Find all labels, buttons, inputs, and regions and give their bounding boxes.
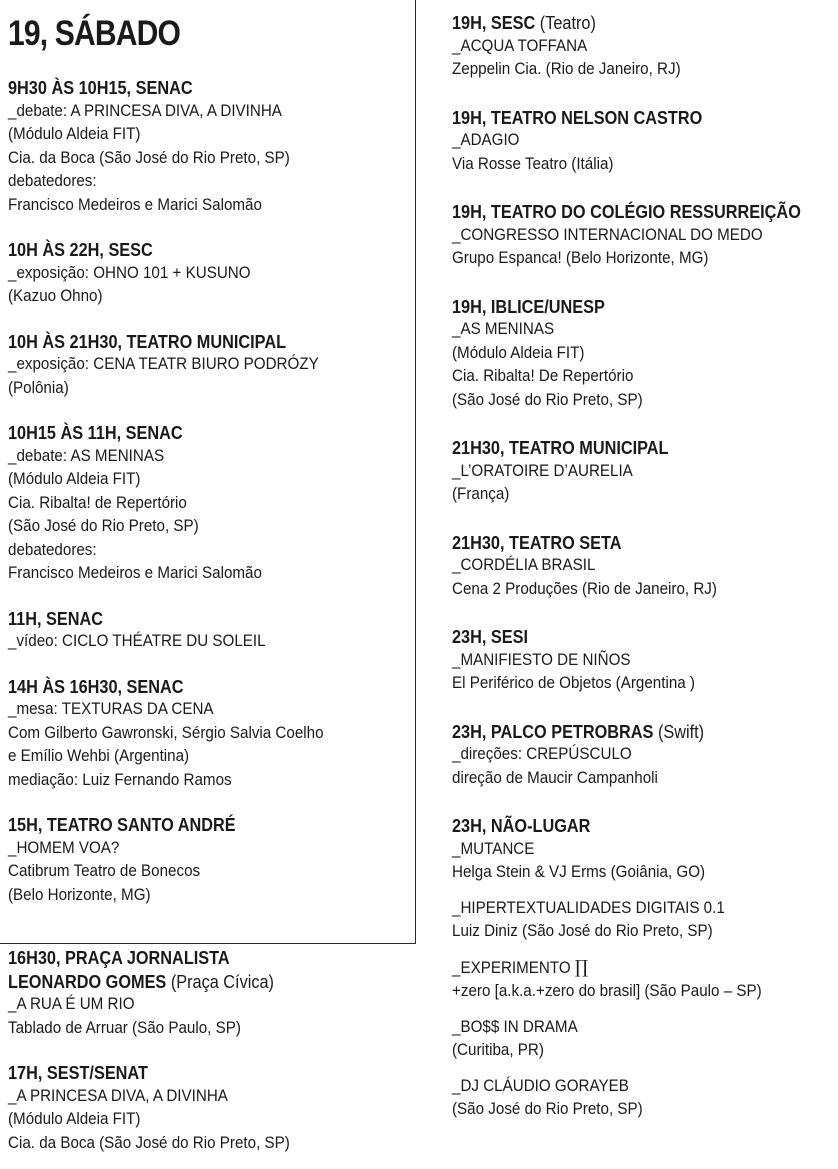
event-detail-line: _debate: AS MENINAS <box>8 446 165 465</box>
event-heading-text: 15H, TEATRO SANTO ANDRÉ <box>8 814 236 835</box>
item-title-text: _BO$$ IN DRAMA <box>452 1017 578 1036</box>
event-heading-text: 19H, TEATRO NELSON CASTRO <box>452 106 703 128</box>
event-heading-note: (Teatro) <box>535 12 596 33</box>
event-detail-line: +zero [a.k.a.+zero do brasil] (São Paulo – SP) <box>452 982 762 1000</box>
event-detail-line: mediação: Luiz Fernando Ramos <box>8 770 232 789</box>
right-column <box>452 0 838 1122</box>
event-time-venue <box>8 1061 378 1085</box>
event-detail-line: Cia. da Boca (São José do Rio Preto, SP) <box>8 148 290 167</box>
event-time-venue <box>8 813 360 837</box>
nao-lugar-item <box>452 897 838 944</box>
event-detail-line: (São José do Rio Preto, SP) <box>8 517 199 535</box>
event-heading-text: 17H, SEST/SENAT <box>8 1062 148 1083</box>
event-entry <box>452 11 838 82</box>
event-detail-line: _exposição: CENA TEATR BIURO PODRÓZY <box>8 355 319 373</box>
event-entry <box>452 295 838 413</box>
event-entry <box>8 607 408 654</box>
left-bottom-column <box>8 946 428 1155</box>
event-time-venue <box>8 607 360 631</box>
event-entry <box>452 814 838 885</box>
event-entry <box>452 436 838 507</box>
day-title: 19, SÁBADO <box>8 14 181 53</box>
event-entry <box>452 720 838 791</box>
event-detail-line: Helga Stein & VJ Erms (Goiânia, GO) <box>452 863 706 881</box>
event-heading-text: 11H, SENAC <box>8 607 104 629</box>
event-heading-text: LEONARDO GOMES <box>8 970 167 992</box>
event-detail-line: Cia. da Boca (São José do Rio Preto, SP) <box>8 1133 290 1152</box>
event-time-venue <box>452 531 792 555</box>
event-detail-line: _MUTANCE <box>452 839 535 858</box>
event-time-venue <box>8 238 360 262</box>
event-heading-text: 23H, SESI <box>452 626 529 647</box>
event-detail-line: debatedores: <box>8 172 97 190</box>
event-detail-line: _A RUA É UM RIO <box>8 995 135 1013</box>
item-title-text: _HIPERTEXTUALIDADES DIGITAIS 0.1 <box>452 898 725 917</box>
event-detail-line: Luiz Diniz (São José do Rio Preto, SP) <box>452 922 713 940</box>
event-heading-text: 21H30, TEATRO SETA <box>452 531 622 553</box>
event-detail-line: (Belo Horizonte, MG) <box>8 885 151 904</box>
event-detail-line: Francisco Medeiros e Marici Salomão <box>8 564 262 582</box>
event-entry <box>452 531 838 602</box>
event-time-venue <box>8 76 360 100</box>
left-event-list <box>8 76 408 907</box>
event-detail-line: direção de Maucir Campanholi <box>452 768 658 787</box>
nao-lugar-item <box>452 1016 838 1063</box>
event-entry <box>8 238 408 309</box>
event-detail-line: El Periférico de Objetos (Argentina ) <box>452 674 695 692</box>
event-heading-text: 19H, IBLICE/UNESP <box>452 295 605 317</box>
event-detail-line: _MANIFIESTO DE NIÑOS <box>452 650 631 669</box>
event-detail-line: _direções: CREPÚSCULO <box>452 745 632 763</box>
event-heading-text: 10H ÀS 22H, SESC <box>8 239 153 260</box>
event-time-venue <box>452 106 792 130</box>
event-heading-text: 21H30, TEATRO MUNICIPAL <box>452 437 669 458</box>
event-detail-line: _exposição: OHNO 101 + KUSUNO <box>8 263 251 282</box>
event-time-venue <box>452 200 801 224</box>
event-detail-line: _ADAGIO <box>452 131 520 149</box>
event-time-venue <box>452 11 792 35</box>
event-detail-line: (São José do Rio Preto, SP) <box>452 390 643 409</box>
event-heading-text: 10H15 ÀS 11H, SENAC <box>8 422 183 443</box>
event-entry <box>8 330 408 401</box>
nao-lugar-item <box>452 956 838 1004</box>
event-heading-note: (Swift) <box>653 720 705 742</box>
event-detail-line: (Módulo Aldeia FIT) <box>8 1110 141 1128</box>
event-detail-line: _A PRINCESA DIVA, A DIVINHA <box>8 1086 228 1105</box>
event-time-venue <box>452 625 792 649</box>
event-time-venue <box>452 720 792 744</box>
right-event-list <box>452 11 838 885</box>
event-detail-line: Zeppelin Cia. (Rio de Janeiro, RJ) <box>452 60 681 78</box>
event-entry <box>8 675 408 793</box>
item-title <box>452 956 807 981</box>
pi-symbol: ∏ <box>574 956 589 978</box>
event-detail-line: _debate: A PRINCESA DIVA, A DIVINHA <box>8 101 282 120</box>
item-title <box>452 1075 807 1099</box>
event-detail-line: (Curitiba, PR) <box>452 1041 544 1059</box>
event-heading-text: 10H ÀS 21H30, TEATRO MUNICIPAL <box>8 330 287 352</box>
event-entry <box>452 625 838 696</box>
event-detail-line: (França) <box>452 485 510 503</box>
event-time-venue <box>8 970 378 994</box>
event-detail-line: Tablado de Arruar (São Paulo, SP) <box>8 1018 241 1037</box>
event-entry <box>452 200 838 271</box>
nao-lugar-list <box>452 897 838 1122</box>
event-heading-note: (Praça Cívica) <box>166 970 274 992</box>
event-heading-text: 23H, NÃO-LUGAR <box>452 815 591 836</box>
event-detail-line: Cena 2 Produções (Rio de Janeiro, RJ) <box>452 579 717 598</box>
event-heading-text: 23H, PALCO PETROBRAS <box>452 720 654 742</box>
event-detail-line: _vídeo: CICLO THÉATRE DU SOLEIL <box>8 632 266 650</box>
event-detail-line: Grupo Espanca! (Belo Horizonte, MG) <box>452 249 709 267</box>
event-heading-text: 19H, TEATRO DO COLÉGIO RESSURREIÇÃO <box>452 201 801 222</box>
event-entry <box>8 813 408 907</box>
event-heading-text: 19H, SESC <box>452 12 536 33</box>
event-detail-line: (São José do Rio Preto, SP) <box>452 1100 643 1118</box>
item-title <box>452 897 807 921</box>
event-entry <box>8 76 408 217</box>
event-detail-line: Com Gilberto Gawronski, Sérgio Salvia Coelho <box>8 723 324 742</box>
event-detail-line: (Módulo Aldeia FIT) <box>8 470 141 488</box>
event-time-venue <box>8 421 360 445</box>
event-time-venue <box>8 675 360 699</box>
event-detail-line: (Módulo Aldeia FIT) <box>8 125 141 143</box>
event-detail-line: (Kazuo Ohno) <box>8 287 103 305</box>
event-time-venue <box>8 330 360 354</box>
event-entry <box>8 946 428 1040</box>
event-heading-text: 16H30, PRAÇA JORNALISTA <box>8 947 230 968</box>
event-detail-line: _CONGRESSO INTERNACIONAL DO MEDO <box>452 225 763 244</box>
event-entry <box>8 1061 428 1155</box>
event-detail-line: (Módulo Aldeia FIT) <box>452 343 585 362</box>
event-detail-line: _ACQUA TOFFANA <box>452 36 588 55</box>
event-detail-line: Catibrum Teatro de Bonecos <box>8 862 201 880</box>
event-detail-line: Francisco Medeiros e Marici Salomão <box>8 195 262 214</box>
event-detail-line: _mesa: TEXTURAS DA CENA <box>8 700 214 718</box>
event-detail-line: _HOMEM VOA? <box>8 838 120 857</box>
item-title <box>452 1016 807 1040</box>
event-time-venue <box>8 946 378 970</box>
event-detail-line: Via Rosse Teatro (Itália) <box>452 154 614 173</box>
event-detail-line: _AS MENINAS <box>452 320 555 338</box>
item-title-text: _DJ CLÁUDIO GORAYEB <box>452 1076 629 1095</box>
event-time-venue <box>452 814 792 838</box>
event-detail-line: debatedores: <box>8 540 97 559</box>
event-detail-line: Cia. Ribalta! De Repertório <box>452 367 634 385</box>
event-detail-line: Cia. Ribalta! de Repertório <box>8 493 187 512</box>
event-time-venue <box>452 436 792 460</box>
event-detail-line: e Emílio Wehbi (Argentina) <box>8 747 190 765</box>
event-entry <box>452 106 838 177</box>
event-detail-line: _L’ORATOIRE D’AURELIA <box>452 461 633 480</box>
event-detail-line: (Polônia) <box>8 378 69 397</box>
event-heading-text: 9H30 ÀS 10H15, SENAC <box>8 77 193 98</box>
nao-lugar-item <box>452 1075 838 1122</box>
event-heading-text: 14H ÀS 16H30, SENAC <box>8 675 184 697</box>
event-entry <box>8 421 408 586</box>
event-detail-line: _CORDÉLIA BRASIL <box>452 556 596 574</box>
event-time-venue <box>452 295 792 319</box>
left-column <box>8 0 408 907</box>
item-title-text: _EXPERIMENTO <box>452 958 575 977</box>
